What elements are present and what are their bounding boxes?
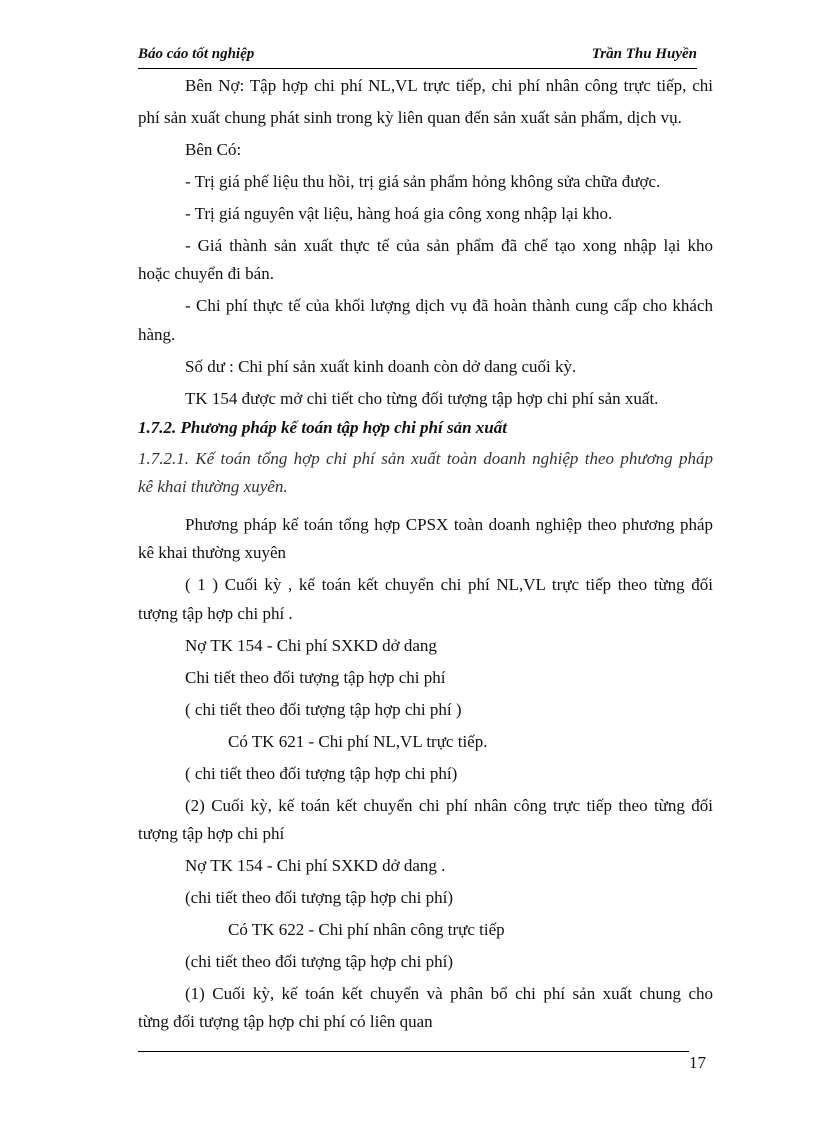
page-header — [138, 44, 697, 69]
text-line: hàng. — [138, 325, 176, 344]
text-line: Phương pháp kế toán tổng hợp CPSX toàn doanh nghiệp theo phương pháp — [185, 515, 713, 534]
section-heading: 1.7.2. Phương pháp kế toán tập hợp chi phí sản xuất — [138, 418, 507, 437]
text-line: - Chi phí thực tế của khối lượng dịch vụ đã hoàn thành cung cấp cho khách — [185, 296, 713, 315]
text-line: (chi tiết theo đối tượng tập hợp chi phí) — [185, 888, 453, 907]
text-line: (2) Cuối kỳ, kế toán kết chuyển chi phí nhân công trực tiếp theo từng đối — [185, 796, 713, 815]
text-line: Có TK 621 - Chi phí NL,VL trực tiếp. — [228, 732, 488, 751]
text-line: (chi tiết theo đối tượng tập hợp chi phí) — [185, 952, 453, 971]
text-line: ( 1 ) Cuối kỳ , kế toán kết chuyển chi phí NL,VL trực tiếp theo từng đối — [185, 575, 713, 594]
text-line: - Giá thành sản xuất thực tế của sản phẩm đã chế tạo xong nhập lại kho — [185, 236, 713, 255]
text-line: tượng tập hợp chi phí — [138, 824, 285, 843]
text-line: Số dư : Chi phí sản xuất kinh doanh còn dở dang cuối kỳ. — [185, 357, 577, 376]
text-line: TK 154 được mở chi tiết cho từng đối tượng tập hợp chi phí sản xuất. — [185, 389, 659, 408]
header-report-title: Báo cáo tốt nghiệp — [138, 46, 255, 62]
text-line: Nợ TK 154 - Chi phí SXKD dở dang . — [185, 856, 446, 875]
text-line: Có TK 622 - Chi phí nhân công trực tiếp — [228, 920, 505, 939]
text-line: hoặc chuyển đi bán. — [138, 264, 274, 283]
header-author-name: Trần Thu Huyền — [591, 46, 697, 62]
text-line: Nợ TK 154 - Chi phí SXKD dở dang — [185, 636, 437, 655]
subsection-heading: kê khai thường xuyên. — [138, 477, 288, 496]
text-line: tượng tập hợp chi phí . — [138, 604, 293, 623]
footer-divider — [138, 1051, 689, 1052]
text-line: - Trị giá phế liệu thu hồi, trị giá sản phẩm hỏng không sửa chữa được. — [185, 172, 661, 191]
text-line: (1) Cuối kỳ, kế toán kết chuyển và phân bổ chi phí sản xuất chung cho — [185, 984, 713, 1003]
text-line: phí sản xuất chung phát sinh trong kỳ liên quan đến sản xuất sản phẩm, dịch vụ. — [138, 108, 682, 127]
text-line: kê khai thường xuyên — [138, 543, 287, 562]
text-line: - Trị giá nguyên vật liệu, hàng hoá gia công xong nhập lại kho. — [185, 204, 613, 223]
text-line: Chi tiết theo đối tượng tập hợp chi phí — [185, 668, 446, 687]
page-number: 17 — [689, 1053, 706, 1072]
text-line: từng đối tượng tập hợp chi phí có liên quan — [138, 1012, 433, 1031]
text-line: ( chi tiết theo đối tượng tập hợp chi phí ) — [185, 700, 462, 719]
text-line: ( chi tiết theo đối tượng tập hợp chi phí) — [185, 764, 458, 783]
text-line: Bên Có: — [185, 140, 242, 159]
text-line: Bên Nợ: Tập hợp chi phí NL,VL trực tiếp, chi phí nhân công trực tiếp, chi — [185, 76, 713, 95]
subsection-heading: 1.7.2.1. Kế toán tổng hợp chi phí sản xuất toàn doanh nghiệp theo phương pháp — [138, 449, 713, 468]
